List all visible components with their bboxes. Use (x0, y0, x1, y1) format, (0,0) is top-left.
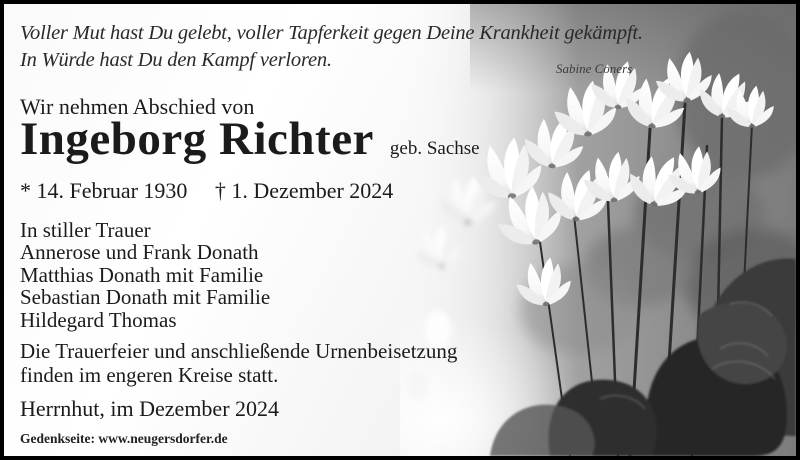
life-dates (20, 178, 393, 204)
mourners-heading: In stiller Trauer (20, 218, 151, 242)
name-row (20, 112, 480, 166)
epigraph (20, 20, 643, 74)
farewell-intro: Wir nehmen Abschied von (20, 94, 255, 119)
epigraph-attribution: Sabine Coners (556, 61, 633, 76)
mourner-name: Sebastian Donath mit Familie (20, 285, 271, 310)
ceremony-line-2: finden im engeren Kreise statt. (20, 362, 279, 387)
mourner-name: Hildegard Thomas (20, 307, 177, 332)
death-date: † 1. Dezember 2024 (214, 178, 394, 203)
ceremony-line-1: Die Trauerfeier und anschließende Urnenbeisetzung (20, 339, 458, 363)
mourner-name: Annerose und Frank Donath (20, 240, 259, 265)
place-date: Herrnhut, im Dezember 2024 (20, 396, 280, 421)
notice-content (4, 4, 796, 456)
birth-date: * 14. Februar 1930 (20, 178, 188, 203)
memorial-site-link: Gedenkseite: www.neugersdorfer.de (20, 431, 228, 446)
epigraph-line-2: In Würde hast Du den Kampf verloren. (20, 49, 332, 71)
mourner-name: Matthias Donath mit Familie (20, 262, 264, 287)
maiden-name: geb. Sachse (389, 138, 480, 159)
mourners-list (20, 219, 270, 331)
ceremony-info (20, 340, 457, 387)
deceased-name: Ingeborg Richter (20, 113, 374, 165)
epigraph-line-1: Voller Mut hast Du gelebt, voller Tapferkeit gegen Deine Krankheit gekämpft. (20, 22, 643, 44)
